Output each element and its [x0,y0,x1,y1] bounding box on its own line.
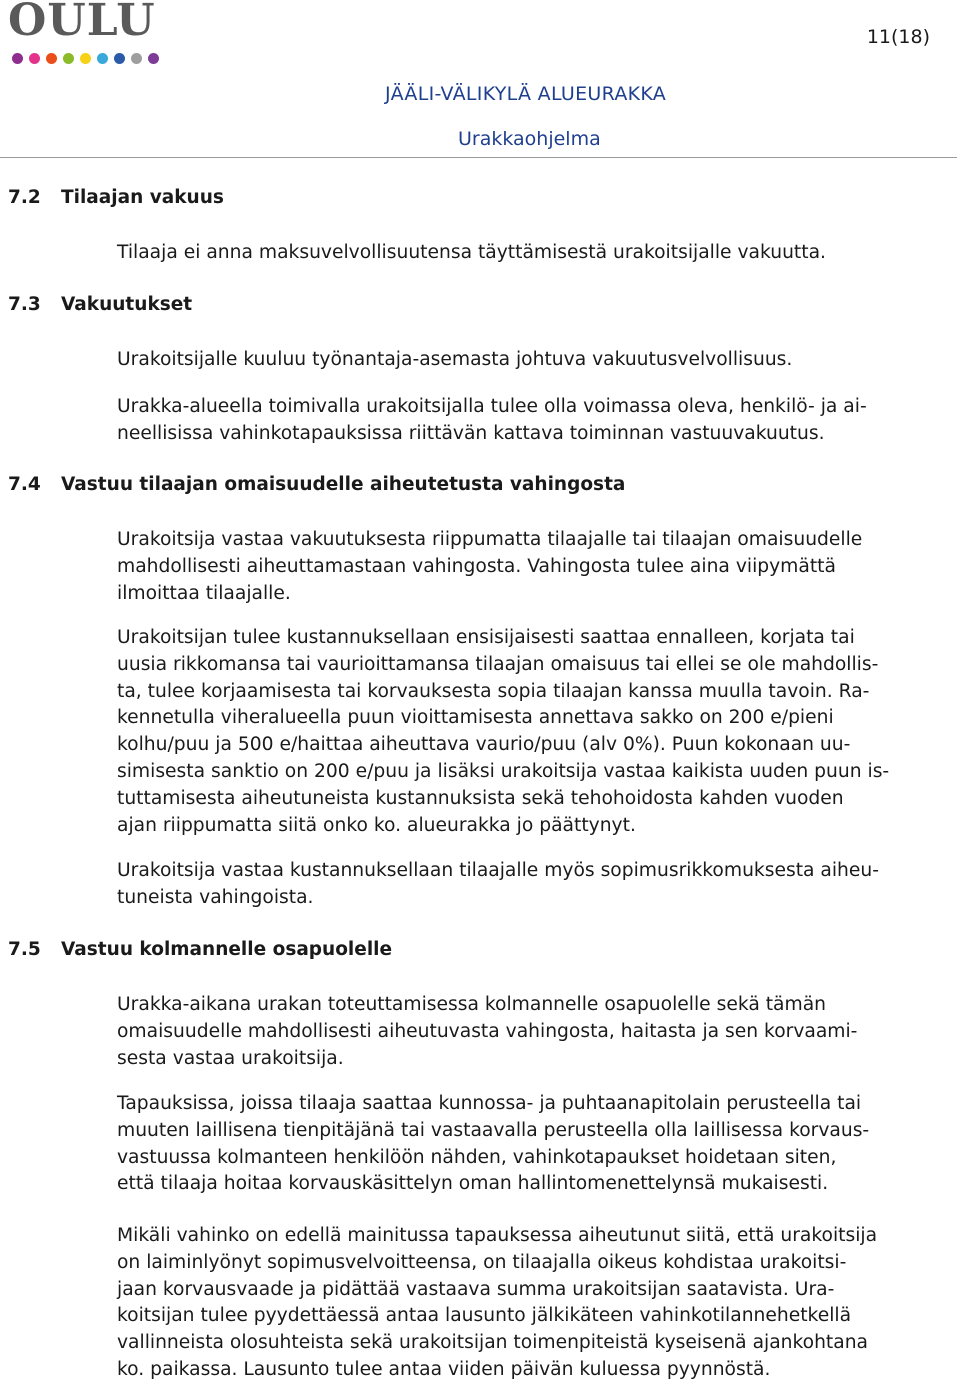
text-line: Tapauksissa, joissa tilaaja saattaa kunnossa- ja puhtaanapitolain perusteella tai [117,1093,862,1114]
logo-dot [148,53,159,64]
section-title: Tilaajan vakuus [61,187,224,208]
text-line: tuttamisesta aiheutuneista kustannuksista sekä tehohoidosta kahden vuoden [117,787,844,809]
logo-dot [131,53,142,64]
text-line: Tilaaja ei anna maksuvelvollisuutensa täyttämisestä urakoitsijalle vakuutta. [117,242,826,263]
section-number: 7.5 [8,939,41,960]
logo-dot [80,53,91,64]
text-line: omaisuudelle mahdollisesti aiheutuvasta vahingosta, haitasta ja sen korvaami- [117,1020,858,1042]
section-heading-7-5 [8,939,392,960]
text-line: Mikäli vahinko on edellä mainitussa tapauksessa aiheutunut siitä, että urakoitsija [117,1225,878,1246]
section-number: 7.4 [8,474,41,495]
text-line: ta, tulee korjaamisesta tai korvauksesta sopia tilaajan kanssa muulla tavoin. Ra- [117,680,870,702]
paragraph [117,394,957,448]
text-line: jaan korvausvaade ja pidättää vastaava summa urakoitsijan saatavista. Ura- [117,1278,835,1300]
section-heading-7-4 [8,474,625,495]
section-heading-7-2 [8,187,224,208]
text-line: Urakka-aikana urakan toteuttamisessa kolmannelle osapuolelle sekä tämän [117,994,826,1015]
logo-dot [12,53,23,64]
text-line: ajan riippumatta siitä onko ko. alueurakka jo päättynyt. [117,814,636,836]
section-title: Vastuu kolmannelle osapuolelle [61,939,393,960]
text-line: neellisissa vahinkotapauksissa riittävän kattava toiminnan vastuuvakuutus. [117,422,825,444]
logo-dot [29,53,40,64]
text-line: Urakoitsija vastaa kustannuksellaan tilaajalle myös sopimusrikkomuksesta aiheu- [117,860,879,881]
paragraph [117,527,957,607]
paragraph [117,1223,957,1384]
text-line: tuneista vahingoista. [117,886,314,908]
oulu-logo [8,0,168,70]
text-line: uusia rikkomansa tai vaurioittamansa tilaajan omaisuus tai ellei se ole mahdollis- [117,653,879,675]
text-line: muuten laillisena tienpitäjänä tai vastaavalla perusteella olla laillisessa korvaus- [117,1119,870,1141]
logo-dot [114,53,125,64]
text-line: että tilaaja hoitaa korvauskäsittelyn oman hallintomenettelynsä mukaisesti. [117,1173,829,1195]
header-divider [0,157,957,158]
text-line: Urakoitsija vastaa vakuutuksesta riippumatta tilaajalle tai tilaajan omaisuudelle [117,529,863,550]
logo-dot [63,53,74,64]
section-title: Vakuutukset [61,294,193,315]
paragraph [117,1091,957,1198]
project-title: JÄÄLI-VÄLIKYLÄ ALUEURAKKA [385,83,667,105]
section-number: 7.3 [8,294,41,315]
logo-dots [12,53,159,64]
text-line: Urakka-alueella toimivalla urakoitsijalla tulee olla voimassa oleva, henkilö- ja ai- [117,396,867,417]
text-line: ilmoittaa tilaajalle. [117,582,291,604]
paragraph [117,625,957,839]
text-line: kolhu/puu ja 500 e/haittaa aiheuttava vaurio/puu (alv 0%). Puun kokonaan uu- [117,734,851,756]
text-line: Urakoitsijalle kuuluu työnantaja-asemasta johtuva vakuutusvelvollisuus. [117,349,793,370]
section-heading-7-3 [8,294,192,315]
paragraph [117,858,957,912]
text-line: on laiminlyönyt sopimusvelvoitteensa, on tilaajalla oikeus kohdistaa urakoitsi- [117,1251,847,1273]
text-line: vallinneista olosuhteista sekä urakoitsijan toimenpiteistä kyseisenä ajankohtana [117,1332,869,1354]
paragraph [117,240,957,267]
text-line: simisesta sanktio on 200 e/puu ja lisäksi urakoitsija vastaa kaikista uuden puun is- [117,760,890,782]
text-line: vastuussa kolmanteen henkilöön nähden, vahinkotapaukset hoidetaan siten, [117,1146,837,1168]
logo-wordmark: OULU [8,0,156,46]
text-line: ko. paikassa. Lausunto tulee antaa viiden päivän kuluessa pyynnöstä. [117,1358,771,1380]
text-line: Urakoitsijan tulee kustannuksellaan ensisijaisesti saattaa ennalleen, korjata tai [117,627,855,648]
text-line: koitsijan tulee pyydettäessä antaa lausunto jälkikäteen vahinkotilannehetkellä [117,1305,852,1327]
page-number: 11(18) [866,26,930,48]
text-line: kennetulla viheralueella puun vioittamisesta annettava sakko on 200 e/pieni [117,707,834,729]
logo-dot [97,53,108,64]
document-type: Urakkaohjelma [458,128,601,150]
text-line: sesta vastaa urakoitsija. [117,1047,344,1069]
text-line: mahdollisesti aiheuttamastaan vahingosta. Vahingosta tulee aina viipymättä [117,555,836,577]
section-title: Vastuu tilaajan omaisuudelle aiheutetusta vahingosta [61,474,626,495]
logo-dot [46,53,57,64]
section-number: 7.2 [8,187,41,208]
paragraph [117,992,957,1072]
paragraph [117,347,957,374]
